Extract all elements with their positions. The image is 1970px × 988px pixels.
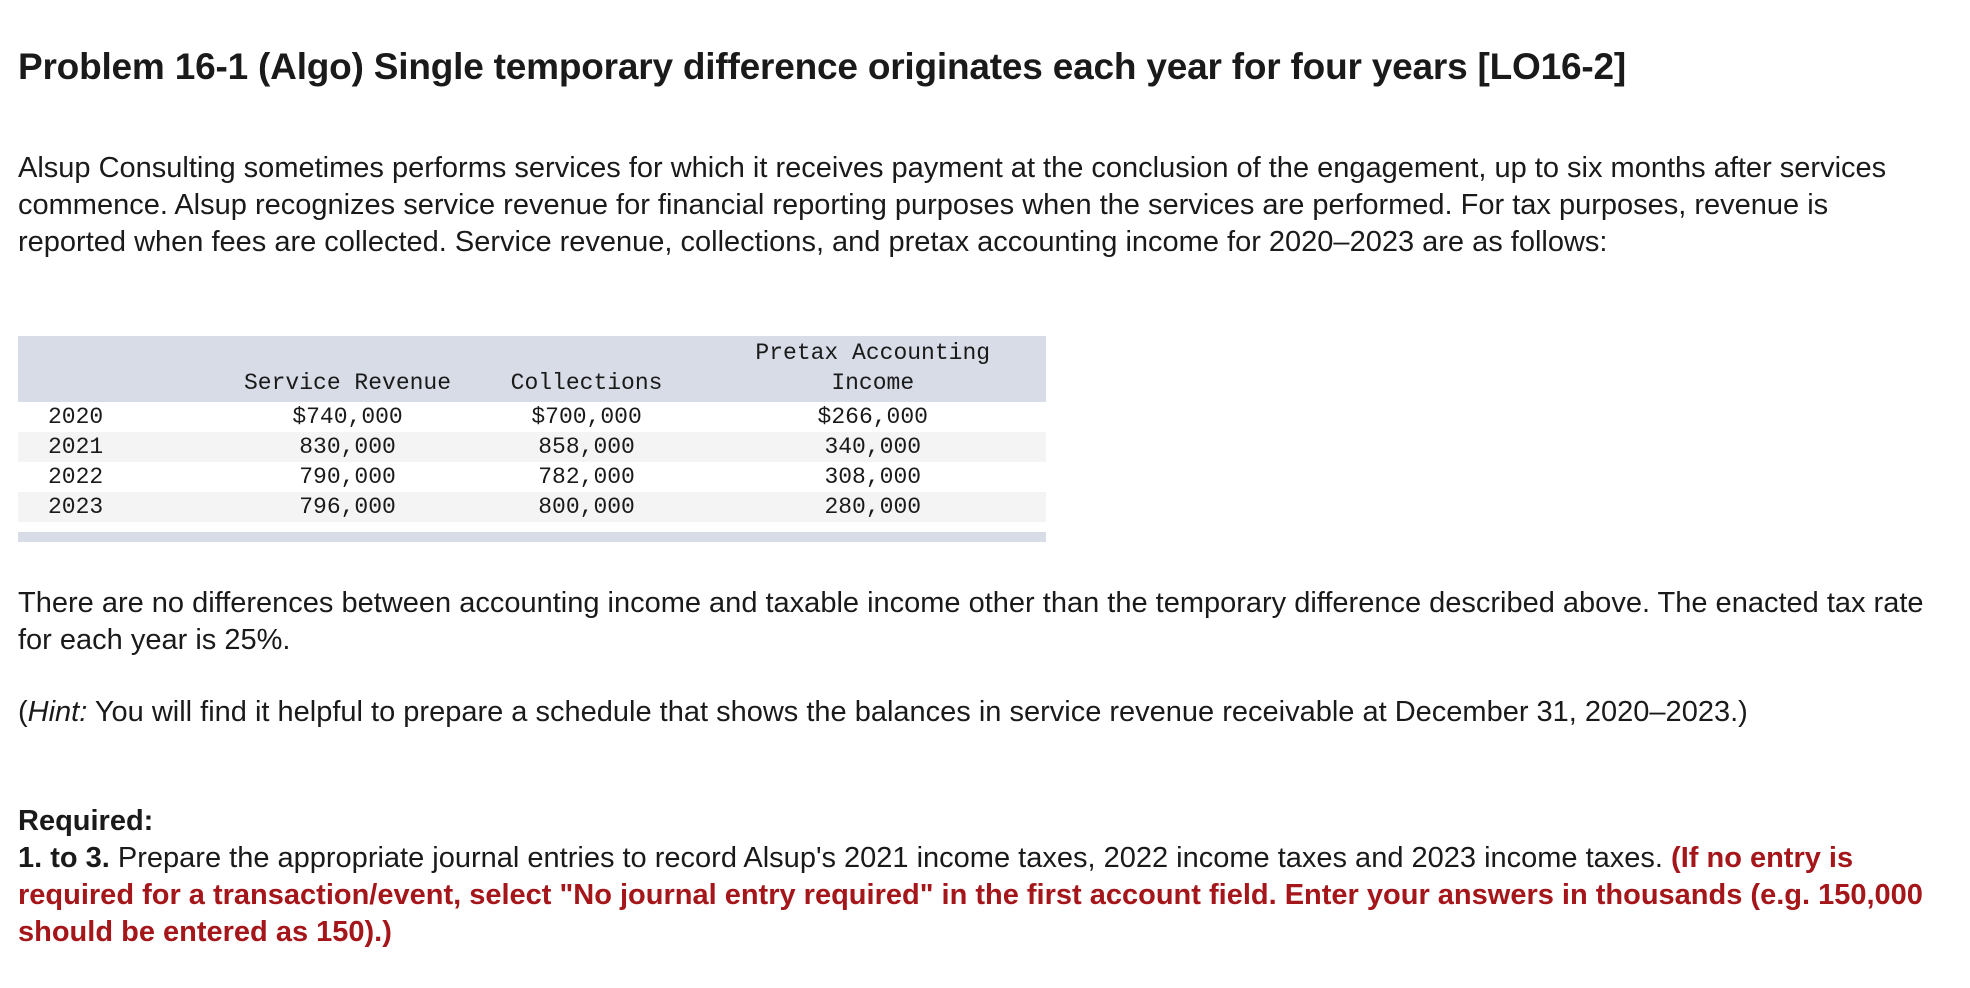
row-service-revenue: 796,000	[221, 492, 473, 522]
intro-paragraph: Alsup Consulting sometimes performs services for which it receives payment at the conclusion of the engagement, up to six months after services commence. Alsup recognizes service revenue for financial reporting purposes when the services are performed. For tax purposes, revenue is reported when fees are collected. Service revenue, collections, and pretax accounting income for 2020–2023 are as follows:	[18, 152, 1887, 258]
table-footer-row	[18, 532, 1046, 542]
required-number: 1. to 3.	[18, 842, 110, 874]
table-header-row	[18, 336, 1046, 402]
row-service-revenue: $740,000	[292, 404, 403, 430]
table-footer-bar	[18, 532, 1046, 542]
row-collections: 800,000	[474, 492, 700, 522]
row-service-revenue: 790,000	[299, 464, 396, 490]
table-row	[18, 462, 1046, 492]
table-row	[18, 402, 1046, 432]
header-service-revenue: Service Revenue	[221, 336, 473, 402]
row-year: 2022	[48, 464, 104, 490]
differences-paragraph: There are no differences between accounting income and taxable income other than the temporary difference described above. The enacted tax rate for each year is 25%.	[18, 587, 1924, 656]
row-year: 2021	[18, 432, 221, 462]
required-text: Prepare the appropriate journal entries to record Alsup's 2021 income taxes, 2022 income taxes and 2023 income taxes.	[109, 842, 1672, 874]
header-pretax-line1: Pretax Accounting	[755, 340, 991, 366]
row-year: 2020	[48, 404, 104, 430]
row-pretax: 340,000	[700, 432, 1047, 462]
data-table	[18, 336, 1046, 542]
header-pretax-income	[700, 336, 1047, 402]
header-pretax-line2: Income	[831, 370, 915, 396]
problem-title: Problem 16-1 (Algo) Single temporary difference originates each year for four years [LO16-2]	[18, 46, 1627, 87]
table-row	[18, 492, 1046, 522]
row-year: 2023	[18, 492, 221, 522]
row-pretax: 308,000	[824, 464, 922, 490]
required-section	[18, 803, 1938, 951]
hint-label: Hint:	[27, 696, 88, 728]
table-spacer	[18, 522, 1046, 532]
row-pretax: 280,000	[700, 492, 1047, 522]
header-year	[18, 336, 221, 402]
row-collections: 858,000	[474, 432, 700, 462]
row-service-revenue: 830,000	[221, 432, 473, 462]
table-row	[18, 432, 1046, 462]
table-spacer-row	[18, 522, 1046, 532]
hint-text: You will find it helpful to prepare a schedule that shows the balances in service revenue receivable at December 31, 2020–2023.)	[87, 696, 1748, 728]
required-instruction: (If no entry is required for a transaction/event, select "No journal entry required" in the first account field. Enter your answers in thousands (e.g. 150,000 should be entered as 150).)	[18, 842, 1923, 948]
row-pretax: $266,000	[817, 404, 928, 430]
hint-open-paren: (	[18, 696, 28, 728]
required-label: Required:	[18, 805, 154, 837]
row-collections: 782,000	[538, 464, 635, 490]
row-collections: $700,000	[531, 404, 642, 430]
header-collections: Collections	[474, 336, 700, 402]
hint-paragraph	[18, 694, 1938, 731]
